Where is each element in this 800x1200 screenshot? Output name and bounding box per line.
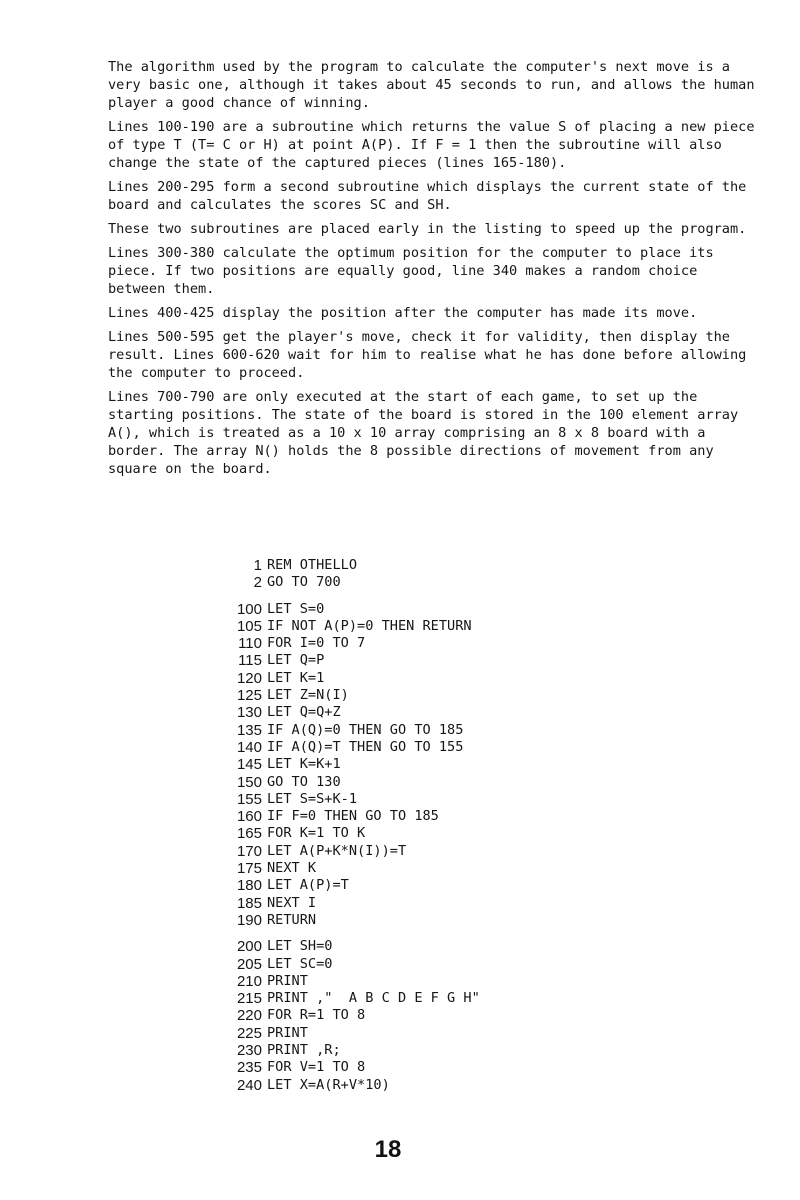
code-line — [227, 739, 647, 756]
code-text: RETURN — [267, 911, 317, 928]
code-text: IF A(Q)=T THEN GO TO 155 — [267, 738, 464, 755]
code-line — [227, 912, 647, 929]
line-number: 240 — [236, 1076, 262, 1094]
code-line — [227, 670, 647, 687]
code-line — [227, 704, 647, 721]
code-text: LET Z=N(I) — [267, 687, 349, 704]
line-number: 225 — [236, 1024, 262, 1042]
line-number: 2 — [253, 574, 262, 592]
code-line — [227, 756, 647, 773]
code-line — [227, 774, 647, 791]
code-line — [227, 956, 647, 973]
code-line — [227, 990, 647, 1007]
line-number: 180 — [236, 877, 262, 895]
line-number: 150 — [236, 773, 262, 791]
code-text: LET Q=P — [267, 652, 325, 669]
code-line — [227, 860, 647, 877]
paragraph-subroutines-note: These two subroutines are placed early in the listing to speed up the program. — [108, 221, 747, 237]
line-number: 235 — [236, 1059, 262, 1077]
line-number: 205 — [236, 955, 262, 973]
paragraph-lines-400-425: Lines 400-425 display the position after the computer has made its move. — [108, 305, 698, 321]
code-text: FOR I=0 TO 7 — [267, 635, 366, 652]
line-number: 155 — [236, 790, 262, 808]
code-line — [227, 652, 647, 669]
paragraph-lines-100-190: Lines 100-190 are a subroutine which returns the value S of placing a new piece of type T (T= C or H) at point A(P). If F = 1 then the subroutine will also change the state of the captured pieces (lines 165-180). — [108, 119, 755, 171]
line-number: 110 — [238, 635, 262, 653]
basic-program-listing — [227, 557, 647, 1094]
paragraph-lines-700-790: Lines 700-790 are only executed at the start of each game, to set up the starting positions. The state of the board is stored in the 100 element array A(), which is treated as a 10 x 10 array comprising an 8 x 8 board with a border. The array N() holds the 8 possible directions of movement from any square on the board. — [108, 389, 739, 477]
code-text: IF F=0 THEN GO TO 185 — [267, 808, 439, 825]
code-line — [227, 938, 647, 955]
line-number: 100 — [236, 600, 262, 618]
code-line — [227, 843, 647, 860]
code-text: LET A(P+K*N(I))=T — [267, 842, 407, 859]
code-line — [227, 808, 647, 825]
code-line — [227, 574, 647, 591]
code-text: PRINT — [267, 972, 308, 989]
code-line — [227, 1059, 647, 1076]
code-text: PRINT ," A B C D E F G H" — [267, 990, 480, 1007]
code-text: LET X=A(R+V*10) — [267, 1076, 390, 1093]
line-number: 170 — [236, 842, 262, 860]
code-line — [227, 618, 647, 635]
code-text: REM OTHELLO — [267, 557, 358, 573]
code-line — [227, 1042, 647, 1059]
code-text: LET SC=0 — [267, 955, 333, 972]
code-text: LET K=K+1 — [267, 756, 341, 773]
code-text: FOR V=1 TO 8 — [267, 1059, 366, 1076]
code-text: FOR K=1 TO K — [267, 825, 366, 842]
code-text: GO TO 700 — [267, 574, 341, 591]
code-text: LET S=0 — [267, 600, 325, 617]
listing-block-header — [227, 557, 647, 592]
line-number: 125 — [236, 687, 262, 705]
line-number: 105 — [236, 617, 262, 635]
code-line — [227, 1077, 647, 1094]
code-text: FOR R=1 TO 8 — [267, 1007, 366, 1024]
paragraph-algorithm: The algorithm used by the program to calculate the computer's next move is a very basic one, although it takes about 45 seconds to run, and allows the human player a good chance of winning. — [108, 59, 755, 111]
code-line — [227, 722, 647, 739]
paragraph-lines-200-295: Lines 200-295 form a second subroutine which displays the current state of the board and calculates the scores SC and SH. — [108, 179, 747, 213]
code-text: LET K=1 — [267, 669, 325, 686]
paragraph-lines-500-595: Lines 500-595 get the player's move, check it for validity, then display the result. Lines 600-620 wait for him to realise what he has done before allowing the computer to proceed. — [108, 329, 747, 381]
code-text: LET S=S+K-1 — [267, 790, 358, 807]
line-number: 190 — [236, 911, 262, 929]
code-line — [227, 557, 647, 574]
line-number: 160 — [236, 808, 262, 826]
code-line — [227, 973, 647, 990]
code-line — [227, 601, 647, 618]
code-text: LET SH=0 — [267, 938, 333, 955]
code-text: GO TO 130 — [267, 773, 341, 790]
line-number: 135 — [236, 721, 262, 739]
code-line — [227, 791, 647, 808]
line-number: 145 — [236, 756, 262, 774]
code-text: PRINT ,R; — [267, 1042, 341, 1059]
code-line — [227, 877, 647, 894]
code-text: LET Q=Q+Z — [267, 704, 341, 721]
page-number: 18 — [374, 1136, 402, 1163]
paragraph-lines-300-380: Lines 300-380 calculate the optimum position for the computer to place its piece. If two positions are equally good, line 340 makes a random choice between them. — [108, 245, 714, 297]
code-text: IF NOT A(P)=0 THEN RETURN — [267, 617, 472, 634]
line-number: 215 — [236, 990, 262, 1008]
line-number: 175 — [236, 860, 262, 878]
listing-block-subroutine-1 — [227, 601, 647, 930]
line-number: 120 — [236, 669, 262, 687]
code-line — [227, 687, 647, 704]
line-number: 140 — [236, 738, 262, 756]
code-text: NEXT K — [267, 860, 317, 877]
code-text: LET A(P)=T — [267, 877, 349, 894]
line-number: 115 — [238, 652, 262, 670]
code-line — [227, 1007, 647, 1024]
code-text: PRINT — [267, 1024, 308, 1041]
line-number: 230 — [236, 1042, 262, 1060]
code-line — [227, 1025, 647, 1042]
line-number: 165 — [236, 825, 262, 843]
line-number: 210 — [236, 972, 262, 990]
line-number: 200 — [236, 938, 262, 956]
listing-block-subroutine-2 — [227, 938, 647, 1094]
code-line — [227, 895, 647, 912]
code-line — [227, 825, 647, 842]
line-number: 130 — [236, 704, 262, 722]
explanation-text — [108, 58, 758, 484]
code-text: IF A(Q)=0 THEN GO TO 185 — [267, 721, 464, 738]
line-number: 1 — [253, 557, 262, 574]
code-text: NEXT I — [267, 894, 317, 911]
line-number: 220 — [236, 1007, 262, 1025]
line-number: 185 — [236, 894, 262, 912]
code-line — [227, 635, 647, 652]
